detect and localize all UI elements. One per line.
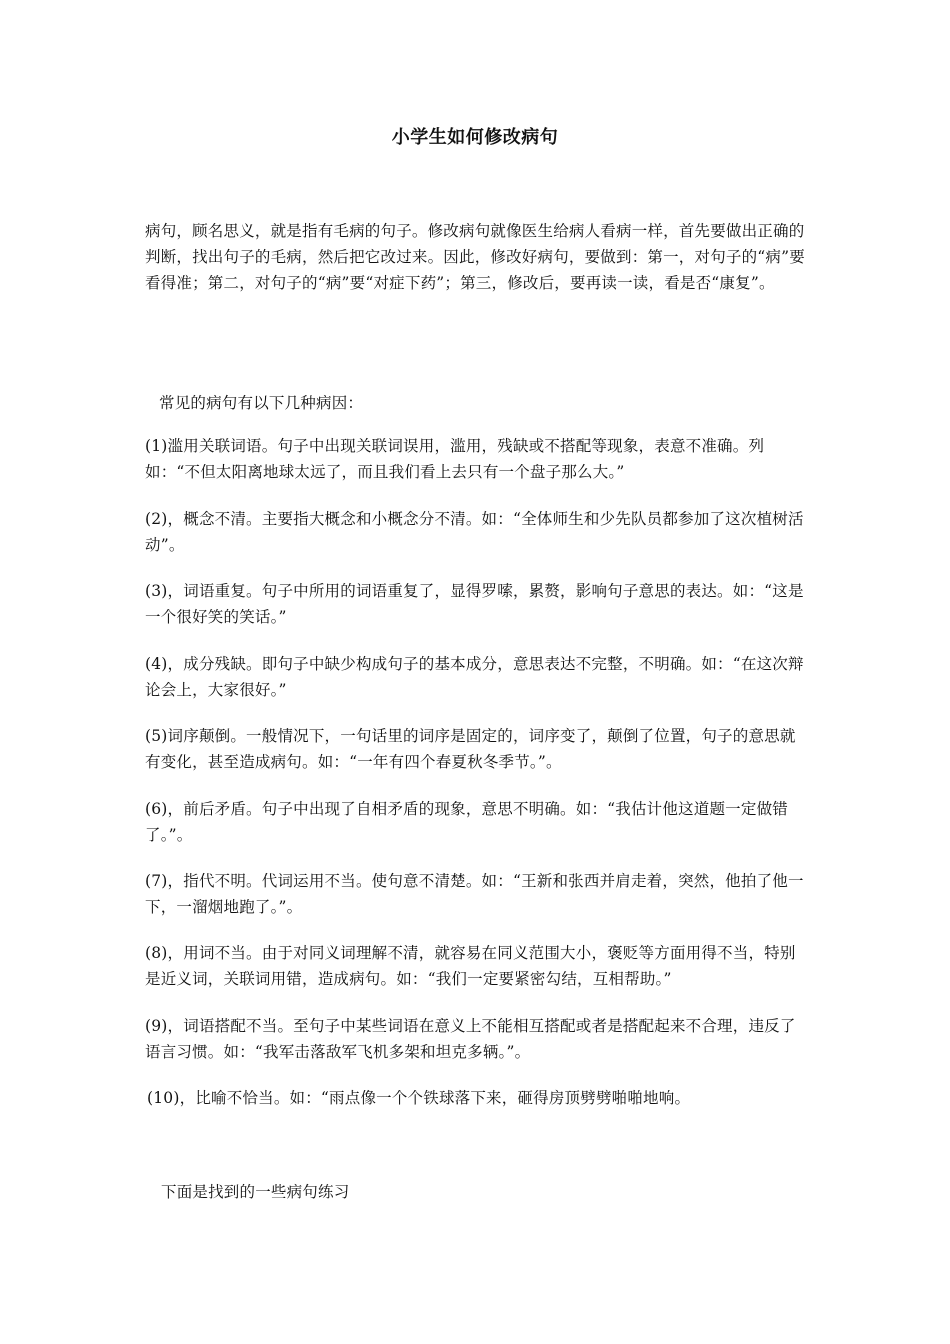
practice-heading: 下面是找到的一些病句练习 [161, 1183, 350, 1201]
cause-item-1: (1)滥用关联词语。句子中出现关联词误用，滥用，残缺或不搭配等现象，表意不准确。列如：“不但太阳离地球太远了，而且我们看上去只有一个盘子那么大。” [145, 437, 765, 481]
causes-heading: 常见的病句有以下几种病因： [159, 394, 364, 412]
cause-item-4: (4)，成分残缺。即句子中缺少构成句子的基本成分，意思表达不完整，不明确。如：“在这次辩论会上，大家很好。” [145, 655, 804, 699]
cause-item-10: (10)，比喻不恰当。如：“雨点像一个个铁球落下来，砸得房顶劈劈啪啪地响。 [147, 1089, 691, 1107]
intro-paragraph: 病句，顾名思义，就是指有毛病的句子。修改病句就像医生给病人看病一样，首先要做出正确的判断，找出句子的毛病，然后把它改过来。因此，修改好病句，要做到：第一，对句子的“病”要看得准；第二，对句子的“病”要“对症下药”；第三，修改后，要再读一读，看是否“康复”。 [145, 222, 805, 292]
cause-item-3: (3)，词语重复。句子中所用的词语重复了，显得罗嗦，累赘，影响句子意思的表达。如：“这是一个很好笑的笑话。” [145, 582, 804, 626]
cause-item-5: (5)词序颠倒。一般情况下，一句话里的词序是固定的，词序变了，颠倒了位置，句子的意思就有变化，甚至造成病句。如：“一年有四个春夏秋冬季节。”。 [145, 727, 796, 771]
cause-item-8: (8)，用词不当。由于对同义词理解不清，就容易在同义范围大小，褒贬等方面用得不当，特别是近义词，关联词用错，造成病句。如：“我们一定要紧密勾结，互相帮助。” [145, 944, 796, 988]
cause-item-6: (6)，前后矛盾。句子中出现了自相矛盾的现象，意思不明确。如：“我估计他这道题一定做错了。”。 [145, 800, 788, 844]
document-title: 小学生如何修改病句 [391, 127, 559, 148]
cause-item-2: (2)，概念不清。主要指大概念和小概念分不清。如：“全体师生和少先队员都参加了这次植树活动”。 [145, 510, 804, 554]
cause-item-7: (7)，指代不明。代词运用不当。使句意不清楚。如：“王新和张西并肩走着，突然，他拍了他一下，一溜烟地跑了。”。 [145, 872, 804, 916]
cause-item-9: (9)，词语搭配不当。至句子中某些词语在意义上不能相互搭配或者是搭配起来不合理，违反了语言习惯。如：“我军击落敌军飞机多架和坦克多辆。”。 [145, 1017, 796, 1061]
